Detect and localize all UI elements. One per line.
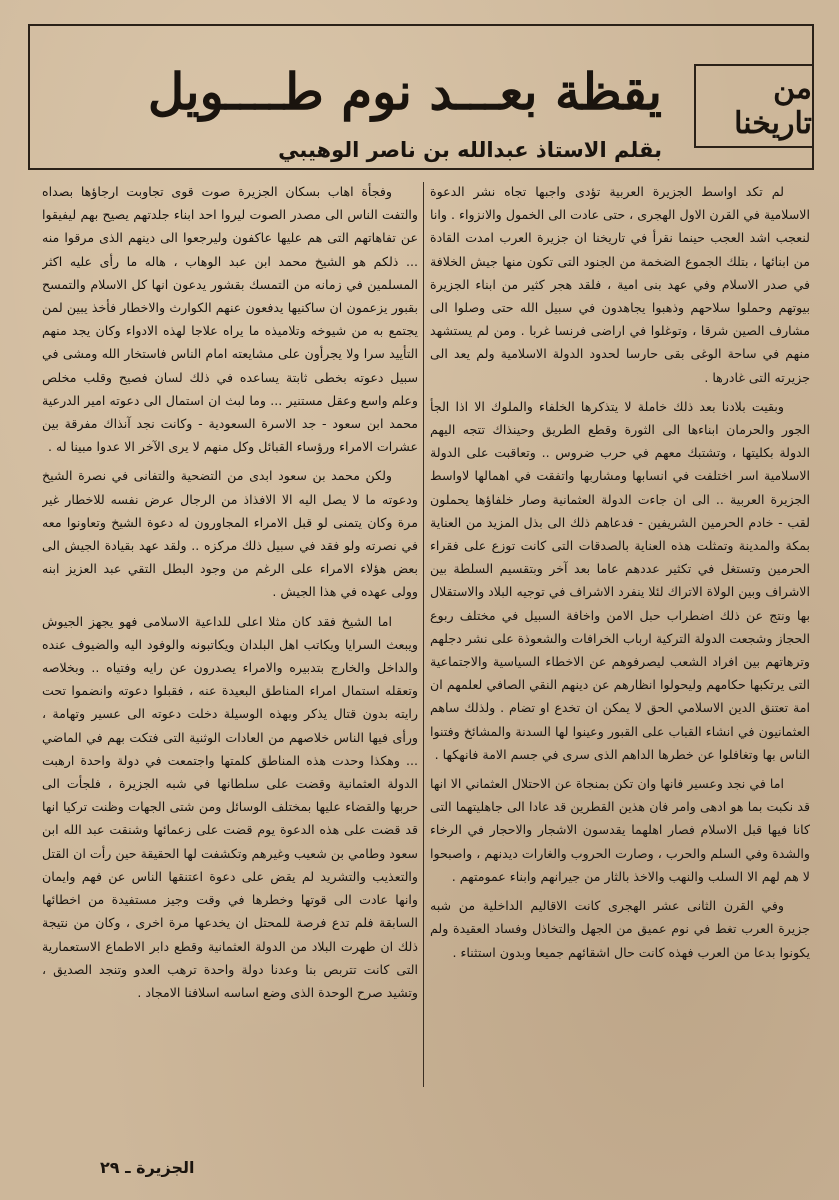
article-column-left <box>42 180 418 1120</box>
paragraph: لم تكد اواسط الجزيرة العربية تؤدى واجبها تجاه نشر الدعوة الاسلامية في القرن الاول الهجرى ، حتى عادت الى الخمول والانزواء . وانا لنعجب اشد العجب حينما نقرأ في تاريخنا ان جزيرة العرب امدت القادة من ابنائها ، بتلك الجموع الضخمة من الجنود التى تكون منها جيش الخلافة في صدر الاسلام وفي عهد بنى امية ، فلقد هجر كثير من ابناء الجزيرة بيوتهم وحملوا سلاحهم وذهبوا يجاهدون في سبيل الله حتى وصلوا الى مشارف الصين شرقا ، وتوغلوا في اراضى فرنسا غربا . ومن لم يستشهد منهم في ساحة الوغى بقى حارسا لحدود الدولة الاسلامية ولم يعد الى جزيرته التى غادرها . <box>430 184 810 385</box>
article-header-box <box>28 24 814 170</box>
section-tag: من تاريخنا <box>734 71 812 141</box>
paragraph: وفي القرن الثانى عشر الهجرى كانت الاقاليم الداخلية من شبه جزيرة العرب تغط في نوم عميق من الجهل والتخاذل وفساد العقيدة ولم يكونوا بدعا من العرب فهذه كانت حال اشقائهم جميعا وبدون استثناء . <box>430 898 810 960</box>
page-footer: الجزيرة ـ ٢٩ <box>100 1158 195 1177</box>
paragraph: اما في نجد وعسير فانها وان تكن بمنجاة عن الاحتلال العثماني الا انها قد نكبت بما هو ادهى وامر فان هذين القطرين قد عادا الى جاهليتهما التى كانا فيها قبل الاسلام فصار اهلهما يقدسون الاشجار والاحجار في الرخاء والشدة وفي السلم والحرب ، وصارت الحروب والغارات ديدنهم ، واصبحوا لا هم لهم الا السلب والنهب والاخذ بالثار من جيرانهم وابناء عمومتهم . <box>430 776 810 884</box>
paragraph: وفجأة اهاب بسكان الجزيرة صوت قوى تجاوبت ارجاؤها بصداه والتفت الناس الى مصدر الصوت ليروا احد ابناء جلدتهم يصيح بهم ليفيقوا عن تفاهاتهم التى هم عليها عاكفون وليرجعوا الى دينهم الذى مرقوا منه ... ذلكم هو الشيخ محمد ابن عبد الوهاب ، هاله ما رأى عليه اكثر المسلمين في زمانه من التمسك بقشور يدعون انها كل الاسلام والتمسح بقبور يزعمون ان ساكنيها يدفعون عنهم الكوارث والاخطار فأخذ يبين لمن يجتمع به من شيوخه وتلاميذه ما يراه علاجا لهذه الادواء وكان يجد منهم التأييد سرا ولا يجرأون على مشايعته امام الناس فاستخار الله ومشى في سبيل دعوته بخطى ثابتة يساعده في ذلك لسان فصيح وقلب مخلص وعلم واسع وعقل مستنير ... وما لبث ان استمال الى دعوته امير الدرعية محمد ابن سعود - جد الاسرة السعودية - وكانت نجد آنذاك مفرقة بين عشرات الامراء ورؤساء القبائل وكل منهم لا يرى الآخر الا عدوا مبينا له . <box>42 184 418 455</box>
article-title: يقظة بعـــد نوم طــــويل <box>147 62 662 121</box>
article-author: بقلم الاستاذ عبدالله بن ناصر الوهيبي <box>278 138 662 162</box>
column-divider <box>423 182 424 1087</box>
paragraph: اما الشيخ فقد كان مثلا اعلى للداعية الاسلامى فهو يجهز الجيوش ويبعث السرايا ويكاتب اهل البلدان ويكاتبونه والوفود اليه والضيوف عنده والداخل والخارج بتدبيره والامراء يصدرون عن رايه وفتياه .. وبخلاصه وتعقله استمال امراء المناطق البعيدة عنه ، فقبلوا دعوته وانضموا تحت رايته بدون قتال يذكر وبهذه الوسيلة دخلت دعوته الى عسير وتهامة ، ورأى فيها الناس خلاصهم من العادات الوثنية التى فتكت بهم في الماضي ... وهكذا وحدت هذه المناطق كلمتها واجتمعت في دولة واحدة ارهبت الدولة العثمانية وقضت على سلطانها في شبه الجزيرة ، فلجأت الى حربها والقضاء عليها بمختلف الوسائل ومن شتى الجهات وظنت تركيا انها قد قضت على هذه الدعوة يوم قضت على زعمائها وشنقت عبد الله ابن سعود وطامي بن شعيب وغيرهم وتكشفت لها الحقيقة حين رأت ان القتل والتعذيب والتشريد لم يقض على دعوة اعتنقها الناس عن فهم وايمان وانها عادت الى قوتها وخطرها في وقت وجيز مستفيدة من اخطائها السابقة فلم تدع فرصة للمحتل ان يخدعها مرة اخرى ، وكان من نتيجة ذلك ان طهرت البلاد من الدولة العثمانية وقطع دابر الاطماع الاستعمارية التى كانت تتربص بنا وعدنا دولة واحدة ترهب العدو وتنجد الصديق ، وتشيد صرح الوحدة الذى وضع اساسه اسلافنا الامجاد . <box>42 613 418 1000</box>
article-column-right <box>430 180 810 1120</box>
section-tag-box <box>694 64 812 148</box>
paragraph: ولكن محمد بن سعود ابدى من التضحية والتفانى في نصرة الشيخ ودعوته ما لا يصل اليه الا الافذاذ من الرجال عرض نفسه للاخطار غير مرة وكان يتمنى لو قبل الامراء المجاورون له دعوة الشيخ وتعاونوا معه في نصرته ولو فقد في سبيل ذلك مركزه .. ولقد عهد بقيادة الجيش الى بعض هؤلاء الامراء على الرغم من وجود البطل التقي عبد العزيز ابنه وولى عهده في هذا الجيش . <box>42 468 418 600</box>
paragraph: وبقيت بلادنا بعد ذلك خاملة لا يتذكرها الخلفاء والملوك الا اذا الجأ الجور والحرمان ابناءها الى الثورة وقطع الطريق وحينذاك تتجه اليهم الدولة بكليتها ، وتشتبك معهم في حرب ضروس .. وتعاقبت على الدولة الاسلامية اسر اختلفت في انسابها ومشاربها واتفقت في اهمالها لاواسط الجزيرة العربية .. الى ان جاءت الدولة العثمانية وصار خلفاؤها يحملون لقب - خادم الحرمين الشريفين - فدعاهم ذلك الى بذل المزيد من العناية بمكة والمدينة وتمثلت هذه العناية بالصدقات التى كانت توزع على فقراء الحرمين وتستغل في تكثير عددهم عاما بعد آخر وبتقسيم السلطة بين الاشراف وبين الولاة الاتراك لئلا ينفرد الاشراف في توجيه البلاد والاستقلال بها ونتج عن ذلك اضطراب حبل الامن واخافة السبيل في مختلف ربوع الحجاز وشجعت الدولة التركية ارباب الخرافات والشعوذة على نشر دجلهم وترهاتهم بين افراد الشعب ليصرفوهم عن الاخطاء السياسية والاجتماعية التى يرتكبها حكامهم وليحولوا انظارهم عن دينهم النقي الصافي لعلمهم ان امة تعتنق الدين الاسلامي الحق لا يمكن ان تخدع او تضام . ولذلك ساهم العثمانيون في انشاء القباب على القبور وعينوا لها السدنة والمشائخ وفتنوا الناس بها وتغافلوا عن خطرها الداهم الذى سرى في جسم الامة فانهكها . <box>430 398 810 762</box>
